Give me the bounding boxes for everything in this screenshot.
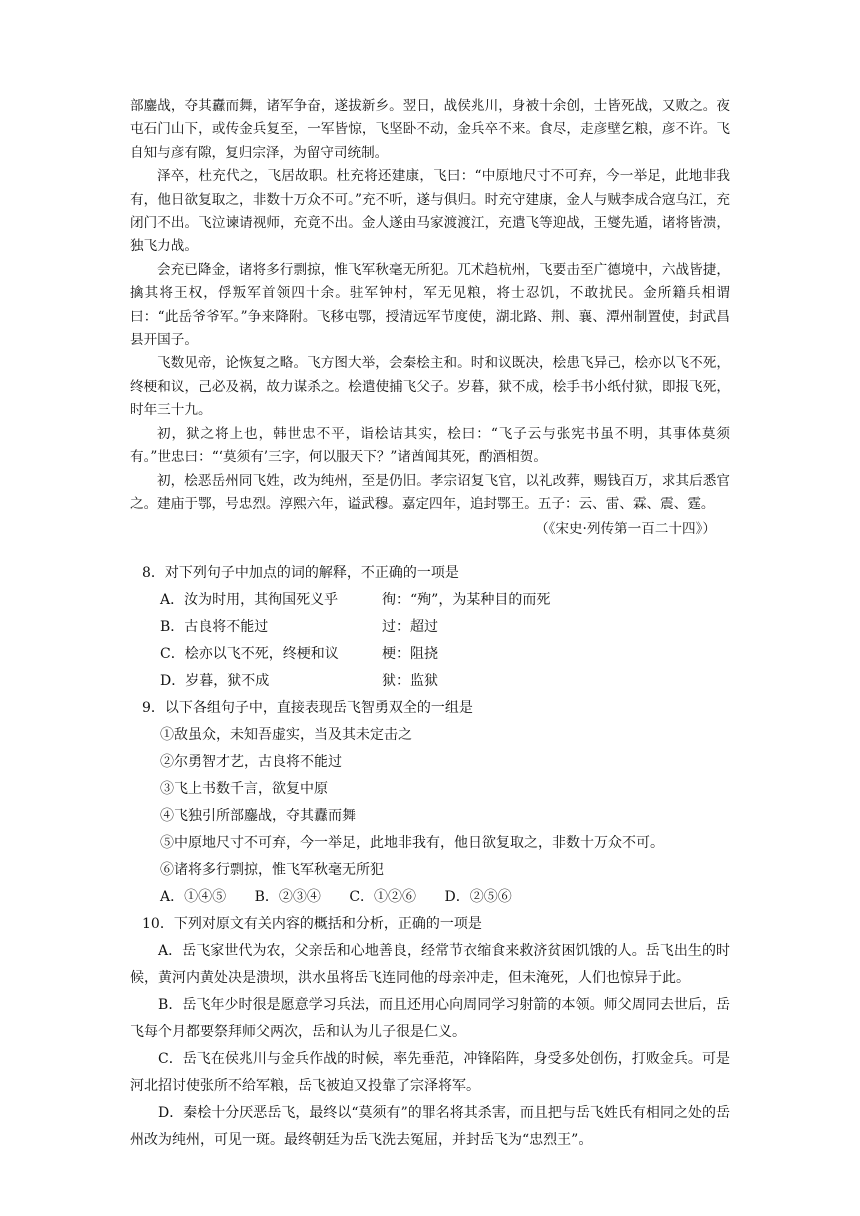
passage-paragraph-6: 初，桧恶岳州同飞姓，改为纯州，至是仍旧。孝宗诏复飞官，以礼改葬，赐钱百万，求其后悉官之。建庙于鄂，号忠烈。淳熙六年，谥武穆。嘉定四年，追封鄂王。五子：云、雷、霖、震、霆。	[130, 472, 730, 512]
question-8-stem: 8．对下列句子中加点的词的解释，不正确的一项是	[142, 565, 459, 581]
passage-paragraph-3: 会充已降金，诸将多行剽掠，惟飞军秋毫无所犯。兀术趋杭州，飞要击至广德境中，六战皆捷，擒其将王权，俘叛军首领四十余。驻军钟村，军无见粮，将士忍饥，不敢扰民。金所籍兵相谓曰：“此岳爷爷军。”争来降附。飞移屯鄂，授清远军节度使，湖北路、荆、襄、潭州制置使，封武昌县开国子。	[130, 261, 730, 349]
question-9-stem: 9．以下各组句子中，直接表现岳飞智勇双全的一组是	[142, 700, 473, 716]
classical-chinese-passage	[130, 95, 730, 540]
option-explanation: 过：超过	[382, 619, 438, 635]
question-8-option-a	[160, 587, 730, 614]
question-9-item-6: ⑥诸将多行剽掠，惟飞军秋毫无所犯	[160, 862, 384, 878]
option-sentence: C．桧亦以飞不死，终梗和议	[160, 646, 339, 662]
passage-source: （《宋史·列传第一百二十四》）	[534, 521, 716, 538]
passage-paragraph-1: 部鏖战，夺其纛而舞，诸军争奋，遂拔新乡。翌日，战侯兆川，身被十余创，士皆死战，又败之。夜屯石门山下，或传金兵复至，一军皆惊，飞坚卧不动，金兵卒不来。食尽，走彦壁乞粮，彦不许。飞自知与彦有隙，复归宗泽，为留守司统制。	[130, 98, 730, 161]
question-9-choice-d: D．②⑤⑥	[444, 889, 512, 905]
option-explanation: 梗：阻挠	[382, 646, 438, 662]
question-8	[130, 560, 730, 695]
passage-paragraph-2: 泽卒，杜充代之，飞居故职。杜充将还建康，飞曰：“中原地尺寸不可弃，今一举足，此地非我有，他日欲复取之，非数十万众不可。”充不听，遂与俱归。时充守建康，金人与贼李成合寇乌江，充闭门不出。飞泣谏请视师，充竟不出。金人遂由马家渡渡江，充遣飞等迎战，王燮先遁，诸将皆溃，独飞力战。	[130, 168, 730, 255]
question-8-option-b	[160, 614, 730, 641]
question-10-option-c: C．岳飞在侯兆川与金兵作战的时候，率先垂范，冲锋陷阵，身受多处创伤，打败金兵。可是河北招讨使张所不给军粮，岳飞被迫又投靠了宗泽将军。	[130, 1051, 730, 1094]
question-9-item-5: ⑤中原地尺寸不可弃，今一举足，此地非我有，他日欲复取之，非数十万众不可。	[160, 835, 664, 851]
option-sentence: D．岁暮，狱不成	[160, 673, 270, 689]
question-9-item-2: ②尔勇智才艺，古良将不能过	[160, 754, 342, 770]
question-10-option-d: D．秦桧十分厌恶岳飞，最终以“莫须有”的罪名将其杀害，而且把与岳飞姓氏有相同之处的岳州改为纯州，可见一斑。最终朝廷为岳飞洗去冤屈，并封岳飞为“忠烈王”。	[130, 1105, 730, 1148]
option-sentence: B．古良将不能过	[160, 619, 269, 635]
question-8-option-c	[160, 641, 730, 668]
question-10-stem: 10．下列对原文有关内容的概括和分析，正确的一项是	[142, 916, 482, 932]
question-10-option-a: A．岳飞家世代为农，父亲岳和心地善良，经常节衣缩食来救济贫困饥饿的人。岳飞出生的时候，黄河内黄处决是溃坝，洪水虽将岳飞连同他的母亲冲走，但未淹死，人们也惊异于此。	[130, 943, 730, 986]
questions-section	[130, 560, 730, 1154]
question-9-choices	[160, 884, 730, 911]
question-10	[130, 911, 730, 1154]
option-explanation: 徇：“殉”，为某种目的而死	[382, 592, 551, 608]
question-9-item-1: ①敌虽众，未知吾虚实，当及其未定击之	[160, 727, 412, 743]
question-9-item-3: ③飞上书数千言，欲复中原	[160, 781, 328, 797]
question-9	[130, 695, 730, 911]
question-9-choice-a: A．①④⑤	[160, 889, 227, 905]
question-9-choice-b: B．②③④	[254, 889, 321, 905]
option-explanation: 狱：监狱	[382, 673, 438, 689]
question-8-option-d	[160, 668, 730, 695]
passage-paragraph-4: 飞数见帝，论恢复之略。飞方图大举，会秦桧主和。时和议既决，桧患飞异己，桧亦以飞不死，终梗和议，己必及祸，故力谋杀之。桧遣使捕飞父子。岁暮，狱不成，桧手书小纸付狱，即报飞死，时年三十九。	[130, 355, 730, 419]
question-10-option-b: B．岳飞年少时很是愿意学习兵法，而且还用心向周同学习射箭的本领。师父周同去世后，岳飞每个月都要祭拜师父两次，岳和认为儿子很是仁义。	[130, 997, 730, 1040]
passage-paragraph-5: 初，狱之将上也，韩世忠不平，诣桧诘其实，桧曰：“飞子云与张宪书虽不明，其事体莫须有。”世忠曰：“‘莫须有’三字，何以服天下？”诸酋闻其死，酌酒相贺。	[130, 425, 730, 466]
option-sentence: A．汝为时用，其徇国死义乎	[160, 592, 339, 608]
question-9-choice-c: C．①②⑥	[349, 889, 417, 905]
question-9-item-4: ④飞独引所部鏖战，夺其纛而舞	[160, 808, 356, 824]
